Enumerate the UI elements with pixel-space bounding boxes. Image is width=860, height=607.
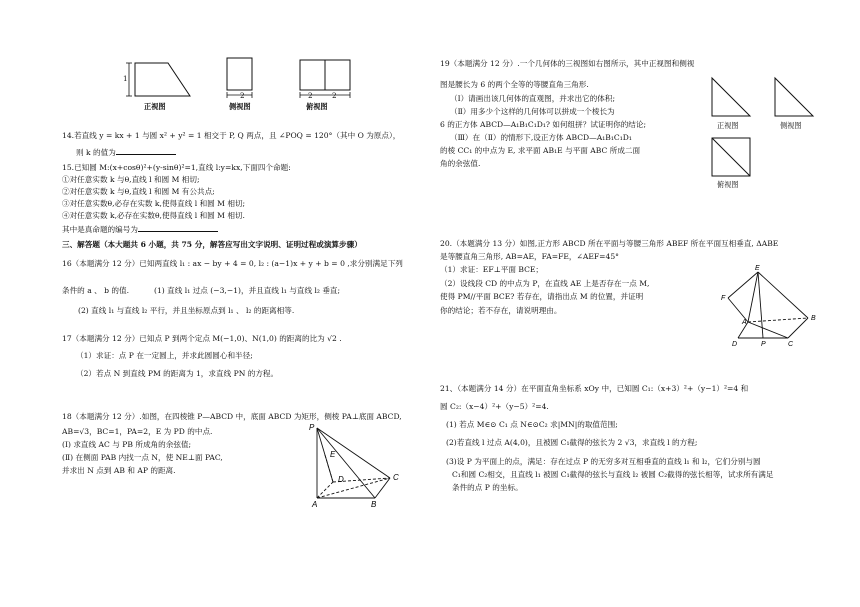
dim-height-label: 1 xyxy=(123,74,128,83)
q15-option-4: ④对任意实数 k,必存在实数θ,使得直线 l 和圆 M 相切. xyxy=(62,211,245,220)
q14-line2-text: 则 k 的值为 xyxy=(76,148,116,157)
q19-line2: 图是腰长为 6 的两个全等的等腰直角三角形. xyxy=(440,80,589,89)
q18-line4: (Ⅱ) 在侧面 PAB 内找一点 N，使 NE⊥面 PAC, xyxy=(62,453,223,462)
q20-line1: 20.（本题满分 13 分）如图,正方形 ABCD 所在平面与等腰三角形 ABEF 所在平面互相垂直, ΔABE xyxy=(440,239,779,248)
fig20-label-d: D xyxy=(732,341,738,348)
q20-line5: 使得 PM//平面 BCE? 若存在，请指出点 M 的位置，并证明 xyxy=(440,292,644,301)
fig20-label-a: A xyxy=(742,319,747,326)
q21-line3: (1) 若点 M∈⊙ C₁ 点 N∈⊙C₂ 求|MN|的取值范围; xyxy=(446,420,618,429)
q20-figure xyxy=(718,262,823,350)
q21-line4: (2)若直线 l 过点 A(4,0)，且被圆 C₁截得的弦长为 2 √3，求直线 l 的方程; xyxy=(446,438,698,447)
q14-answer-blank xyxy=(116,146,176,155)
pyramid-label-b: B xyxy=(371,500,377,509)
q17-line2: （1）求证：点 P 在一定圆上，并求此圆圆心和半径; xyxy=(76,351,253,360)
q15-option-2: ②对任意实数 k 与θ,直线 l 和圆 M 有公共点; xyxy=(62,187,215,196)
q19-views-figure xyxy=(700,72,830,194)
q17-line1: 17（本题满分 12 分）已知点 P 到两个定点 M(−1,0)、N(1,0) 的距离的比为 √2 . xyxy=(62,334,342,343)
q16-line2a: 条件的 a 、 b 的值. xyxy=(62,286,130,295)
q19-line7: 的棱 CC₁ 的中点为 E, 求平面 AB₁E 与平面 ABC 所成二面 xyxy=(440,146,641,155)
q15-line1: 15.已知圆 M:(x+cosθ)²+(y-sinθ)²=1,直线 l:y=kx,下面四个命题: xyxy=(62,163,291,172)
fig20-label-c: C xyxy=(788,341,794,348)
q16-line3: (2) 直线 l₁ 与直线 l₂ 平行，并且坐标原点到 l₁ 、 l₂ 的距离相等. xyxy=(78,306,295,315)
q20-line4: （2）设线段 CD 的中点为 P，在直线 AE 上是否存在一点 M, xyxy=(440,279,650,288)
q21-line6: C₁和圆 C₂相交，且直线 l₁ 被圆 C₁截得的弦长与直线 l₂ 被圆 C₂截得的弦长相等，试求所有满足 xyxy=(452,470,774,479)
q18-line3: (Ⅰ) 求直线 AC 与 PB 所成角的余弦值; xyxy=(62,440,192,449)
q15-tail-text: 其中是真命题的编号为 xyxy=(62,225,138,234)
q21-line1: 21、（本题满分 14 分）在平面直角坐标系 xOy 中，已知圆 C₁:（x+3）²+（y−1）²=4 和 xyxy=(440,384,749,393)
q21-line7: 条件的点 P 的坐标。 xyxy=(452,483,523,492)
fig20-label-p: P xyxy=(761,341,766,348)
q19-top-caption: 俯视图 xyxy=(717,180,739,189)
front-view-caption: 正视图 xyxy=(144,102,166,111)
pyramid-label-a: A xyxy=(312,500,318,509)
q19-line1: 19（本题满分 12 分）.一个几何体的三视图如右图所示，其中正视图和侧视 xyxy=(440,59,695,68)
q18-line1: 18（本题满分 12 分）.如图，在四棱锥 P—ABCD 中，底面 ABCD 为矩形，侧棱 PA⊥底面 ABCD, xyxy=(62,412,402,421)
pyramid-figure xyxy=(305,422,405,512)
fig20-label-b: B xyxy=(811,315,816,322)
q19-line8: 角的余弦值. xyxy=(440,159,481,168)
pyramid-label-d: D xyxy=(338,475,344,484)
q18-line2: AB=√3，BC=1，PA=2，E 为 PD 的中点. xyxy=(62,427,213,436)
q19-side-caption: 侧视图 xyxy=(780,121,802,130)
q20-line3: （1）求证：EF⊥平面 BCE； xyxy=(440,265,544,274)
q14-line2 xyxy=(76,146,176,158)
section-3-heading: 三、解答题（本大题共 6 小题，共 75 分，解答应写出文字说明、证明过程或演算步骤） xyxy=(62,240,362,249)
dim-width-top-left: 2 xyxy=(308,91,313,100)
q19-line4: （Ⅱ）用多少个这样的几何体可以拼成一个棱长为 xyxy=(450,107,615,116)
pyramid-label-p: P xyxy=(309,423,315,432)
q15-answer-blank xyxy=(138,223,218,232)
q16-line2b: (1) 直线 l₁ 过点 (−3,−1)，并且直线 l₁ 与直线 l₂ 垂直; xyxy=(154,286,341,295)
q14-line1: 14.若直线 y = kx + 1 与圆 x² + y² = 1 相交于 P, Q 两点，且 ∠POQ = 120°（其中 O 为原点）， xyxy=(62,131,401,140)
q18-line5: 并求出 N 点到 AB 和 AP 的距离. xyxy=(62,466,176,475)
q21-line2: 圆 C₂:（x−4）²+（y−5）²=4. xyxy=(440,402,549,411)
q20-line6: 你的结论；若不存在，请说明理由。 xyxy=(440,306,562,315)
q19-front-caption: 正视图 xyxy=(717,121,739,130)
pyramid-label-c: C xyxy=(393,473,399,482)
dim-width-side: 2 xyxy=(240,91,245,100)
q17-line3: （2）若点 N 到直线 PM 的距离为 1，求直线 PN 的方程。 xyxy=(76,369,279,378)
side-view-caption: 侧视图 xyxy=(229,102,251,111)
q16-line1: 16（本题满分 12 分）已知两直线 l₁ : ax − by + 4 = 0, l₂ : (a−1)x + y + b = 0 ,求分别满足下列 xyxy=(62,259,403,268)
q19-line3: （Ⅰ）请画出该几何体的直观图，并求出它的体积; xyxy=(450,94,616,103)
q15-option-3: ③对任意实数θ,必存在实数 k,使得直线 l 和圆 M 相切; xyxy=(62,199,246,208)
fig20-label-f: F xyxy=(721,295,726,302)
top-view-caption: 俯视图 xyxy=(306,102,328,111)
q15-option-1: ①对任意实数 k 与θ,直线 l 和圆 M 相切; xyxy=(62,175,200,184)
q21-line5: (3)设 P 为平面上的点，满足：存在过点 P 的无穷多对互相垂直的直线 l₁ 和 l₂，它们分别与圆 xyxy=(446,457,761,466)
q19-front-triangle xyxy=(712,78,750,116)
q19-side-triangle xyxy=(775,78,813,116)
pyramid-label-e: E xyxy=(330,450,336,459)
front-view xyxy=(126,63,190,96)
q19-line6: （Ⅲ）在（Ⅱ）的情形下,设正方体 ABCD—A₁B₁C₁D₁ xyxy=(450,133,632,142)
dim-width-top-right: 2 xyxy=(332,91,337,100)
q19-line5: 6 的正方体 ABCD—A₁B₁C₁D₁? 如何组拼？试证明你的结论; xyxy=(440,120,647,129)
q20-line2: 是等腰直角三角形, AB=AE，FA=FE，∠AEF=45° xyxy=(440,252,619,261)
fig20-label-e: E xyxy=(755,265,760,272)
q15-tail xyxy=(62,223,218,235)
